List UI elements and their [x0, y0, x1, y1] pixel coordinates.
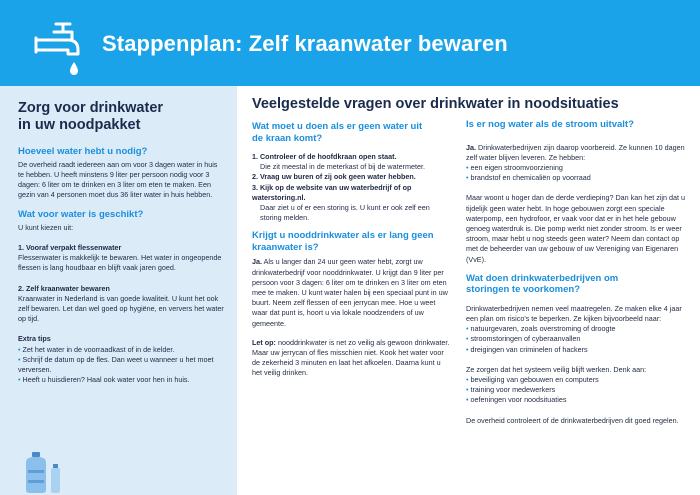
list-item: • beveiliging van gebouwen en computers	[466, 374, 599, 384]
option-bottled-text: Flessenwater is makkelijk te bewaren. Het water in ongeopende flessen is lang houdbaar en blijft vaak jaren goed.	[18, 253, 222, 273]
tap-icon	[30, 14, 90, 76]
option-tap-title: 2. Zelf kraanwater bewaren	[18, 283, 110, 293]
list-item: • natuurgevaren, zoals overstroming of droogte	[466, 324, 616, 334]
noodpakket-heading: Zorg voor drinkwater in uw noodpakket	[18, 100, 164, 133]
high-building-text: Maar woont u hoger dan de derde verdieping? Dan kan het zijn dat u tijdelijk geen water hebt. In hoge gebouwen zorgt een speciale waterpomp, een hydrofoor, er vaak voor dat er in het hele gebouw genoeg waterdruk is. Die pomp werkt niet zonder stroom. Is er weer stroom, maar hebt u nog steeds geen water? Neem dan contact op met de beheerder van uw gebouw of uw Vereniging van Eigenaren (VvE).	[466, 193, 685, 264]
list-item: 1. Controleer of de hoofdkraan open staat.	[252, 152, 397, 161]
page-title: Stappenplan: Zelf kraanwater bewaren	[102, 31, 508, 56]
list-item-sub: Daar ziet u of er een storing is. U kunt er ook zelf een storing melden.	[260, 203, 430, 223]
water-bottle-icon	[20, 450, 68, 494]
list-item: • training voor medewerkers	[466, 385, 556, 395]
how-much-heading: Hoeveel water hebt u nodig?	[18, 146, 148, 157]
list-item: 3. Kijk op de website van uw waterbedrijf of op waterstoring.nl.	[252, 182, 412, 202]
tips-list	[18, 345, 225, 386]
no-water-heading: Wat moet u doen als er geen water uit de kraan komt?	[252, 121, 423, 144]
list-item: 2. Vraag uw buren of zij ook geen water hebben.	[252, 172, 416, 182]
option-bottled-title: 1. Vooraf verpakt flessenwater	[18, 243, 122, 253]
list-item-sub: Die zit meestal in de meterkast of bij de watermeter.	[260, 162, 425, 172]
emergency-water-note: Let op: nooddrinkwater is net zo veilig als gewoon drinkwater. Maar uw jerrycan of fles misschien niet. Kook het water voor de zekerheid 3 minuten en laat het afkoelen. Daarna kunt u het veilig drinken.	[252, 337, 450, 378]
list-item: • Schrijf de datum op de fles. Dan weet u wanneer u het moet verversen.	[18, 354, 214, 375]
prevention-heading: Wat doen drinkwaterbedrijven om storingen te voorkomen?	[466, 272, 619, 296]
tips-title: Extra tips	[18, 334, 51, 344]
list-item: • brandstof en chemicaliën op voorraad	[466, 173, 591, 183]
which-water-intro: U kunt kiezen uit:	[18, 222, 74, 232]
power-outage-text: Ja. Drinkwaterbedrijven zijn daarop voorbereid. Ze kunnen 10 dagen zelf water blijven leveren. Ze hebben:	[466, 142, 685, 162]
power-outage-list	[466, 163, 688, 183]
government-text: De overheid controleert of de drinkwaterbedrijven dit goed regelen.	[466, 415, 679, 425]
prevention-text: Drinkwaterbedrijven nemen veel maatregelen. Ze maken elke 4 jaar een plan om risico's te beperken. Ze kijken bijvoorbeeld naar:	[466, 303, 682, 323]
list-item: • een eigen stroomvoorziening	[466, 162, 563, 172]
safety-list	[466, 375, 688, 406]
noodpakket-panel	[0, 86, 237, 495]
no-water-steps	[252, 152, 452, 223]
list-item: • stroomstoringen of cyberaanvallen	[466, 334, 581, 344]
list-item: • oefeningen voor noodsituaties	[466, 395, 567, 405]
safety-text: Ze zorgen dat het systeem veilig blijft werken. Denk aan:	[466, 364, 647, 374]
risk-list	[466, 324, 688, 355]
emergency-water-text: Ja. Als u langer dan 24 uur geen water hebt, zorgt uw drinkwaterbedrijf voor nooddrinkwater. U krijgt dan 9 liter per persoon voor 3 dagen: 6 liter om te drinken en 3 liter om eten mee te maken. U kunt water halen bij een speciaal punt in uw buurt. Neem zelf flessen of een jerrycan mee. Hoe u weet waar dat punt is, hoort u via lokale noodzenders of uw gemeente.	[252, 257, 448, 328]
which-water-heading: Wat voor water is geschikt?	[18, 209, 144, 221]
list-item: • Heeft u huisdieren? Haal ook water voor hen in huis.	[18, 375, 190, 385]
how-much-text: De overheid raadt iedereen aan om voor 3 dagen water in huis te hebben. U heeft minstens 9 liter per persoon nodig voor 3 dagen: 6 liter om te drinken en 3 liter om eten te maken. Een gezin van 4 personen moet dus 36 liter water in huis hebben.	[18, 159, 218, 200]
list-item: • dreigingen van criminelen of hackers	[466, 344, 588, 354]
list-item: • Zet het water in de voorraadkast of in de kelder.	[18, 344, 175, 354]
option-tap-text: Kraanwater in Nederland is van goede kwaliteit. U kunt het ook zelf bewaren. Let dan wel goed op hygiëne, en ververs het water op tijd.	[18, 293, 224, 324]
power-outage-heading: Is er nog water als de stroom uitvalt?	[466, 119, 634, 130]
header-banner	[0, 0, 700, 86]
faq-right-column	[466, 119, 688, 426]
faq-middle-column	[252, 121, 452, 379]
emergency-water-heading: Krijgt u nooddrinkwater als er lang geen kraanwater is?	[252, 230, 434, 253]
faq-heading: Veelgestelde vragen over drinkwater in noodsituaties	[252, 96, 619, 112]
